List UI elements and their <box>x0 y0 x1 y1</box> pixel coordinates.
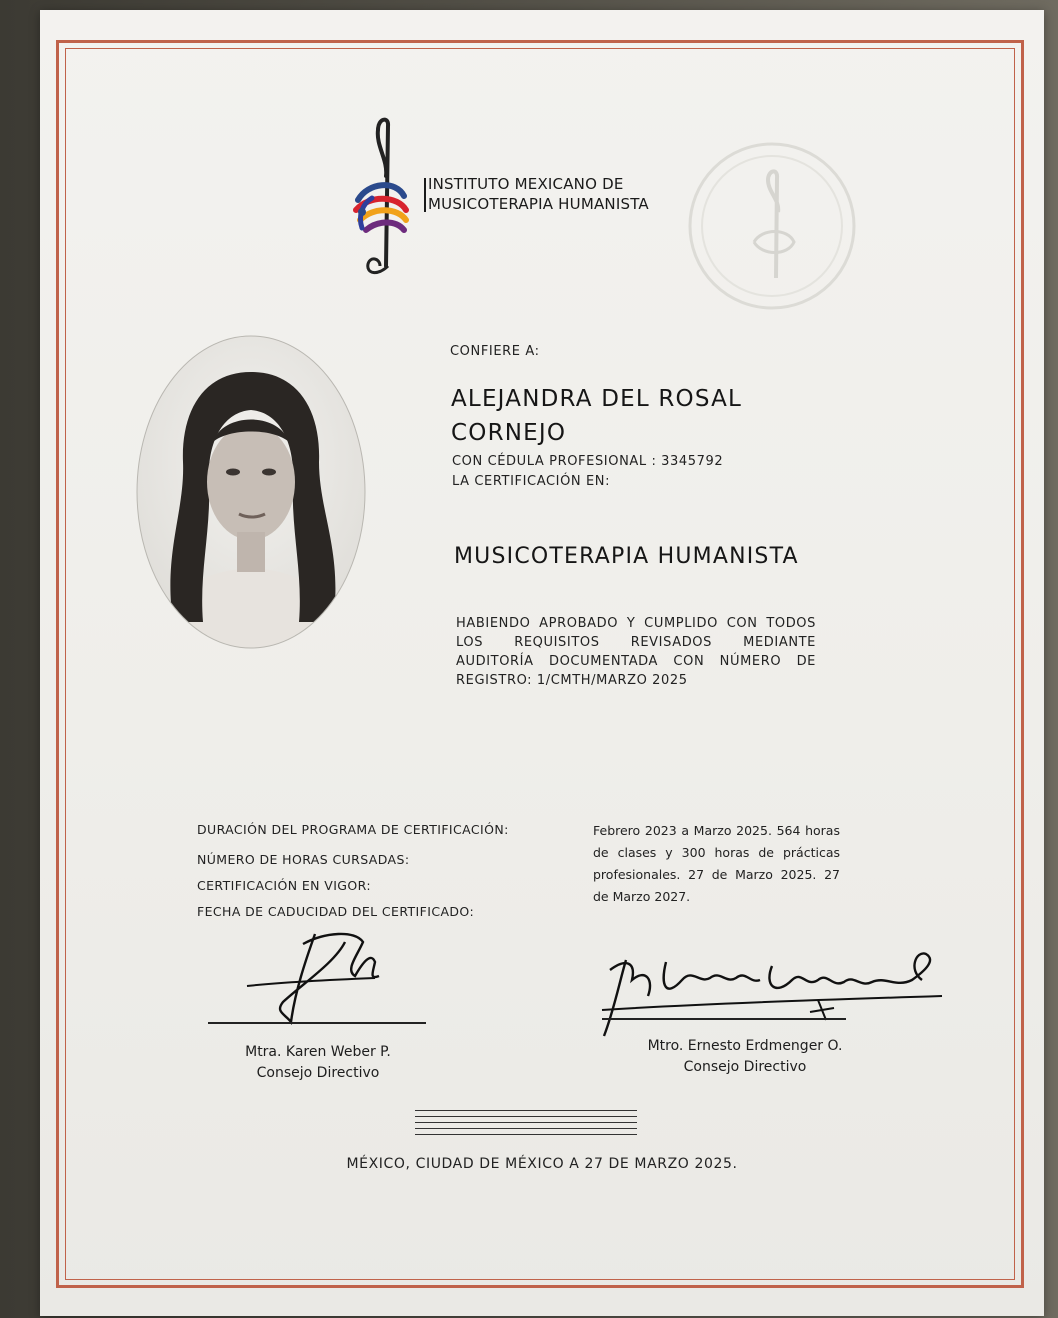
institution-name <box>428 174 649 214</box>
certificacion-label: LA CERTIFICACIÓN EN: <box>452 474 611 489</box>
institution-name-line1: INSTITUTO MEXICANO DE <box>428 175 624 193</box>
signatory-1-role: Consejo Directivo <box>256 1065 380 1081</box>
signatory-2-name: Mtro. Ernesto Erdmenger O. <box>647 1038 843 1054</box>
recipient-name <box>451 382 742 450</box>
signature-ernesto-erdmenger <box>596 940 948 1044</box>
approval-description: HABIENDO APROBADO Y CUMPLIDO CON TODOS LOS REQUISITOS REVISADOS MEDIANTE AUDITORÍA DOCUMENTADA CON NÚMERO DE REGISTRO: 1/CMTH/MARZO 2025 <box>456 616 816 688</box>
embossed-seal-icon <box>684 138 860 314</box>
institution-name-line2: MUSICOTERAPIA HUMANISTA <box>428 195 649 213</box>
detail-label-vigor: CERTIFICACIÓN EN VIGOR: <box>197 878 371 893</box>
cedula-profesional: CON CÉDULA PROFESIONAL : 3345792 <box>452 454 724 469</box>
detail-label-caducidad: FECHA DE CADUCIDAD DEL CERTIFICADO: <box>197 904 475 919</box>
program-title: MUSICOTERAPIA HUMANISTA <box>454 544 799 569</box>
recipient-photo <box>133 332 369 652</box>
music-staff-ornament <box>415 1110 637 1140</box>
recipient-name-line1: ALEJANDRA DEL ROSAL <box>451 386 743 412</box>
recipient-name-line2: CORNEJO <box>451 420 567 446</box>
signature-karen-weber <box>245 922 385 1028</box>
place-and-date: MÉXICO, CIUDAD DE MÉXICO A 27 DE MARZO 2025. <box>346 1156 738 1172</box>
detail-values: Febrero 2023 a Marzo 2025. 564 horas de clases y 300 horas de prácticas profesionales. 27 de Marzo 2025. 27 de Marzo 2027. <box>593 823 840 904</box>
signatory-2-role: Consejo Directivo <box>683 1059 807 1075</box>
signatory-2 <box>600 1036 890 1078</box>
confiere-label: CONFIERE A: <box>450 344 540 359</box>
treble-clef-logo-icon <box>348 116 414 282</box>
signature-line-1 <box>208 1022 426 1024</box>
institution-divider <box>424 178 426 212</box>
certificate-paper <box>40 10 1044 1316</box>
detail-label-duracion: DURACIÓN DEL PROGRAMA DE CERTIFICACIÓN: <box>197 822 509 837</box>
signature-line-2 <box>602 1018 846 1020</box>
signatory-1-name: Mtra. Karen Weber P. <box>245 1044 391 1060</box>
signatory-1 <box>188 1042 448 1084</box>
detail-label-horas: NÚMERO DE HORAS CURSADAS: <box>197 852 410 867</box>
